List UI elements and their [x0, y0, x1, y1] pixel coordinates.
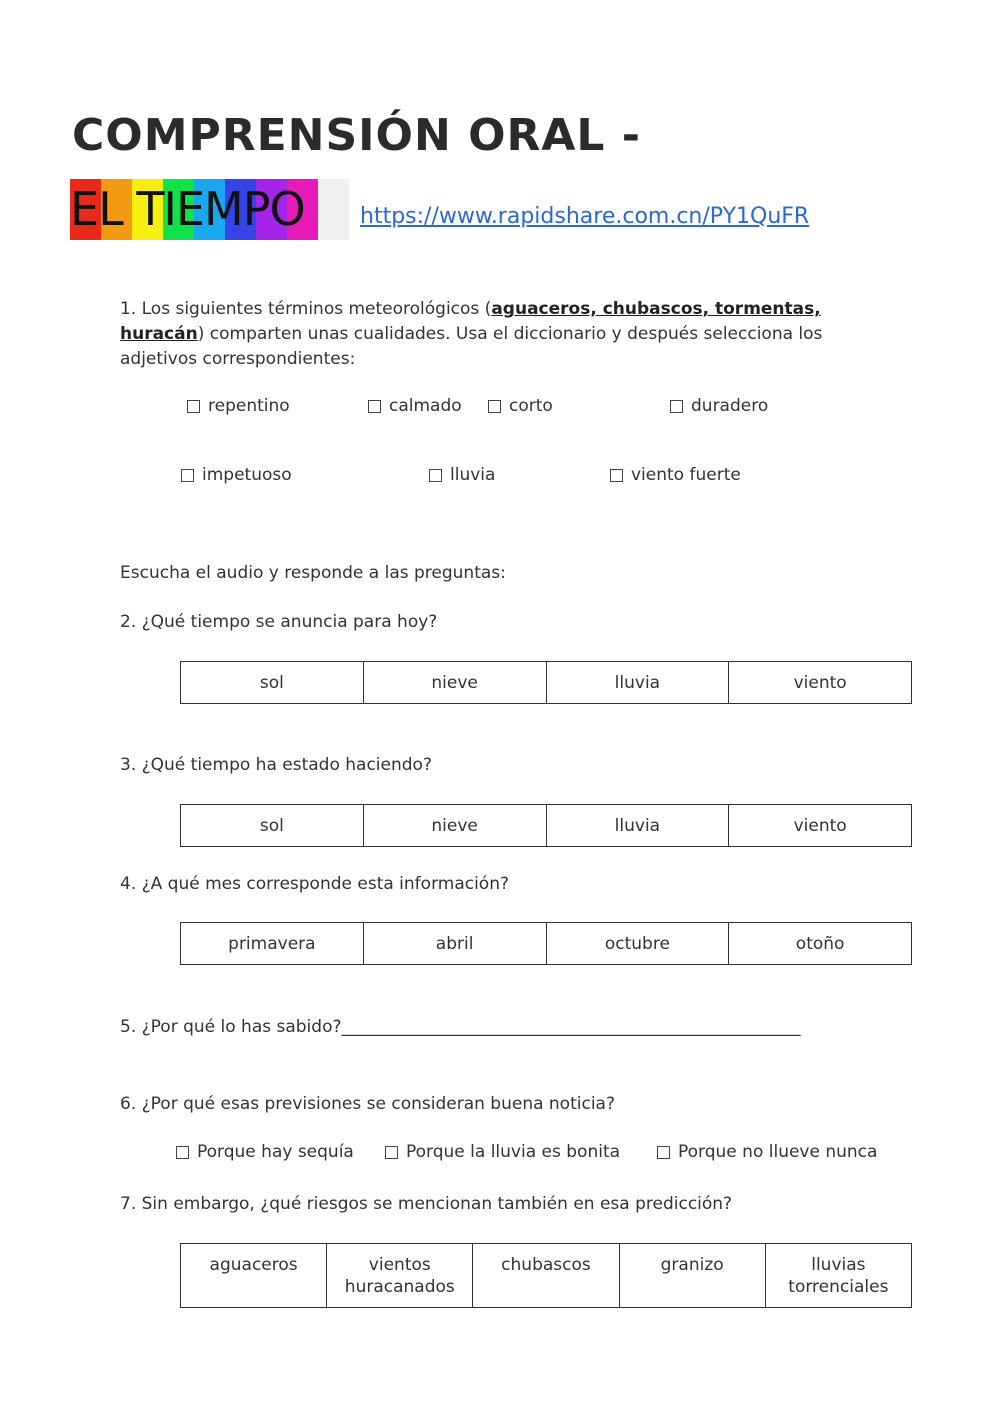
checkbox-label: viento fuerte [631, 465, 741, 485]
checkbox-icon[interactable] [385, 1146, 398, 1159]
checkbox-option[interactable] [368, 396, 462, 416]
answer-option[interactable]: sol [181, 805, 364, 847]
answer-option[interactable]: granizo [619, 1244, 765, 1308]
checkbox-icon[interactable] [657, 1146, 670, 1159]
answer-option[interactable]: primavera [181, 923, 364, 965]
answer-option[interactable]: chubascos [473, 1244, 619, 1308]
checkbox-option[interactable] [657, 1142, 877, 1162]
checkbox-icon[interactable] [670, 400, 683, 413]
answer-option[interactable]: lluvia [546, 805, 729, 847]
checkbox-option[interactable] [187, 396, 290, 416]
checkbox-icon[interactable] [176, 1146, 189, 1159]
answer-table-q3 [180, 804, 912, 847]
audio-link[interactable]: https://www.rapidshare.com.cn/PY1QuFR [360, 204, 810, 229]
checkbox-label: lluvia [450, 465, 496, 485]
page-title: COMPRENSIÓN ORAL - [72, 110, 642, 161]
checkbox-option[interactable] [385, 1142, 620, 1162]
checkbox-label: corto [509, 396, 553, 416]
checkbox-icon[interactable] [488, 400, 501, 413]
question-1-text-after: ) comparten unas cualidades. Usa el diccionario y después selecciona los adjetivos correspondientes: [120, 324, 823, 369]
answer-option[interactable]: lluvia [546, 662, 729, 704]
question-4: 4. ¿A qué mes corresponde esta información? [120, 874, 509, 894]
answer-option[interactable]: octubre [546, 923, 729, 965]
checkbox-option[interactable] [610, 465, 741, 485]
checkbox-label: Porque la lluvia es bonita [406, 1142, 621, 1162]
question-1-text-before: 1. Los siguientes términos meteorológicos ( [120, 299, 492, 319]
checkbox-label: duradero [691, 396, 769, 416]
answer-option[interactable]: otoño [729, 923, 912, 965]
answer-blank[interactable]: ______________________________________________________ [341, 1017, 801, 1037]
answer-option[interactable]: nieve [363, 662, 546, 704]
checkbox-option[interactable] [181, 465, 292, 485]
checkbox-option[interactable] [176, 1142, 354, 1162]
answer-option[interactable]: aguaceros [181, 1244, 327, 1308]
checkbox-label: Porque no llueve nunca [678, 1142, 878, 1162]
checkbox-option[interactable] [670, 396, 768, 416]
answer-option[interactable]: abril [363, 923, 546, 965]
checkbox-option[interactable] [488, 396, 553, 416]
question-5-text: 5. ¿Por qué lo has sabido? [120, 1017, 342, 1037]
answer-option[interactable]: vientos huracanados [327, 1244, 473, 1308]
answer-table-q7 [180, 1243, 912, 1308]
answer-option[interactable]: viento [729, 662, 912, 704]
page-subtitle: EL TIEMPO [70, 182, 305, 236]
answer-option[interactable]: lluvias torrenciales [765, 1244, 911, 1308]
answer-table-q2 [180, 661, 912, 704]
question-7: 7. Sin embargo, ¿qué riesgos se mencionan también en esa predicción? [120, 1194, 733, 1214]
checkbox-label: calmado [389, 396, 462, 416]
question-2: 2. ¿Qué tiempo se anuncia para hoy? [120, 612, 438, 632]
checkbox-label: repentino [208, 396, 290, 416]
checkbox-icon[interactable] [368, 400, 381, 413]
question-1-terms: aguaceros, chubascos, tormentas, huracán [120, 299, 821, 344]
question-6: 6. ¿Por qué esas previsiones se consideran buena noticia? [120, 1094, 615, 1114]
checkbox-icon[interactable] [187, 400, 200, 413]
answer-table-q4 [180, 922, 912, 965]
checkbox-label: impetuoso [202, 465, 292, 485]
instructions: Escucha el audio y responde a las preguntas: [120, 563, 506, 583]
question-1 [120, 297, 900, 372]
checkbox-option[interactable] [429, 465, 495, 485]
answer-option[interactable]: viento [729, 805, 912, 847]
checkbox-label: Porque hay sequía [197, 1142, 354, 1162]
checkbox-icon[interactable] [610, 469, 623, 482]
question-5 [120, 1015, 910, 1040]
checkbox-icon[interactable] [429, 469, 442, 482]
question-3: 3. ¿Qué tiempo ha estado haciendo? [120, 755, 432, 775]
answer-option[interactable]: nieve [363, 805, 546, 847]
checkbox-icon[interactable] [181, 469, 194, 482]
answer-option[interactable]: sol [181, 662, 364, 704]
